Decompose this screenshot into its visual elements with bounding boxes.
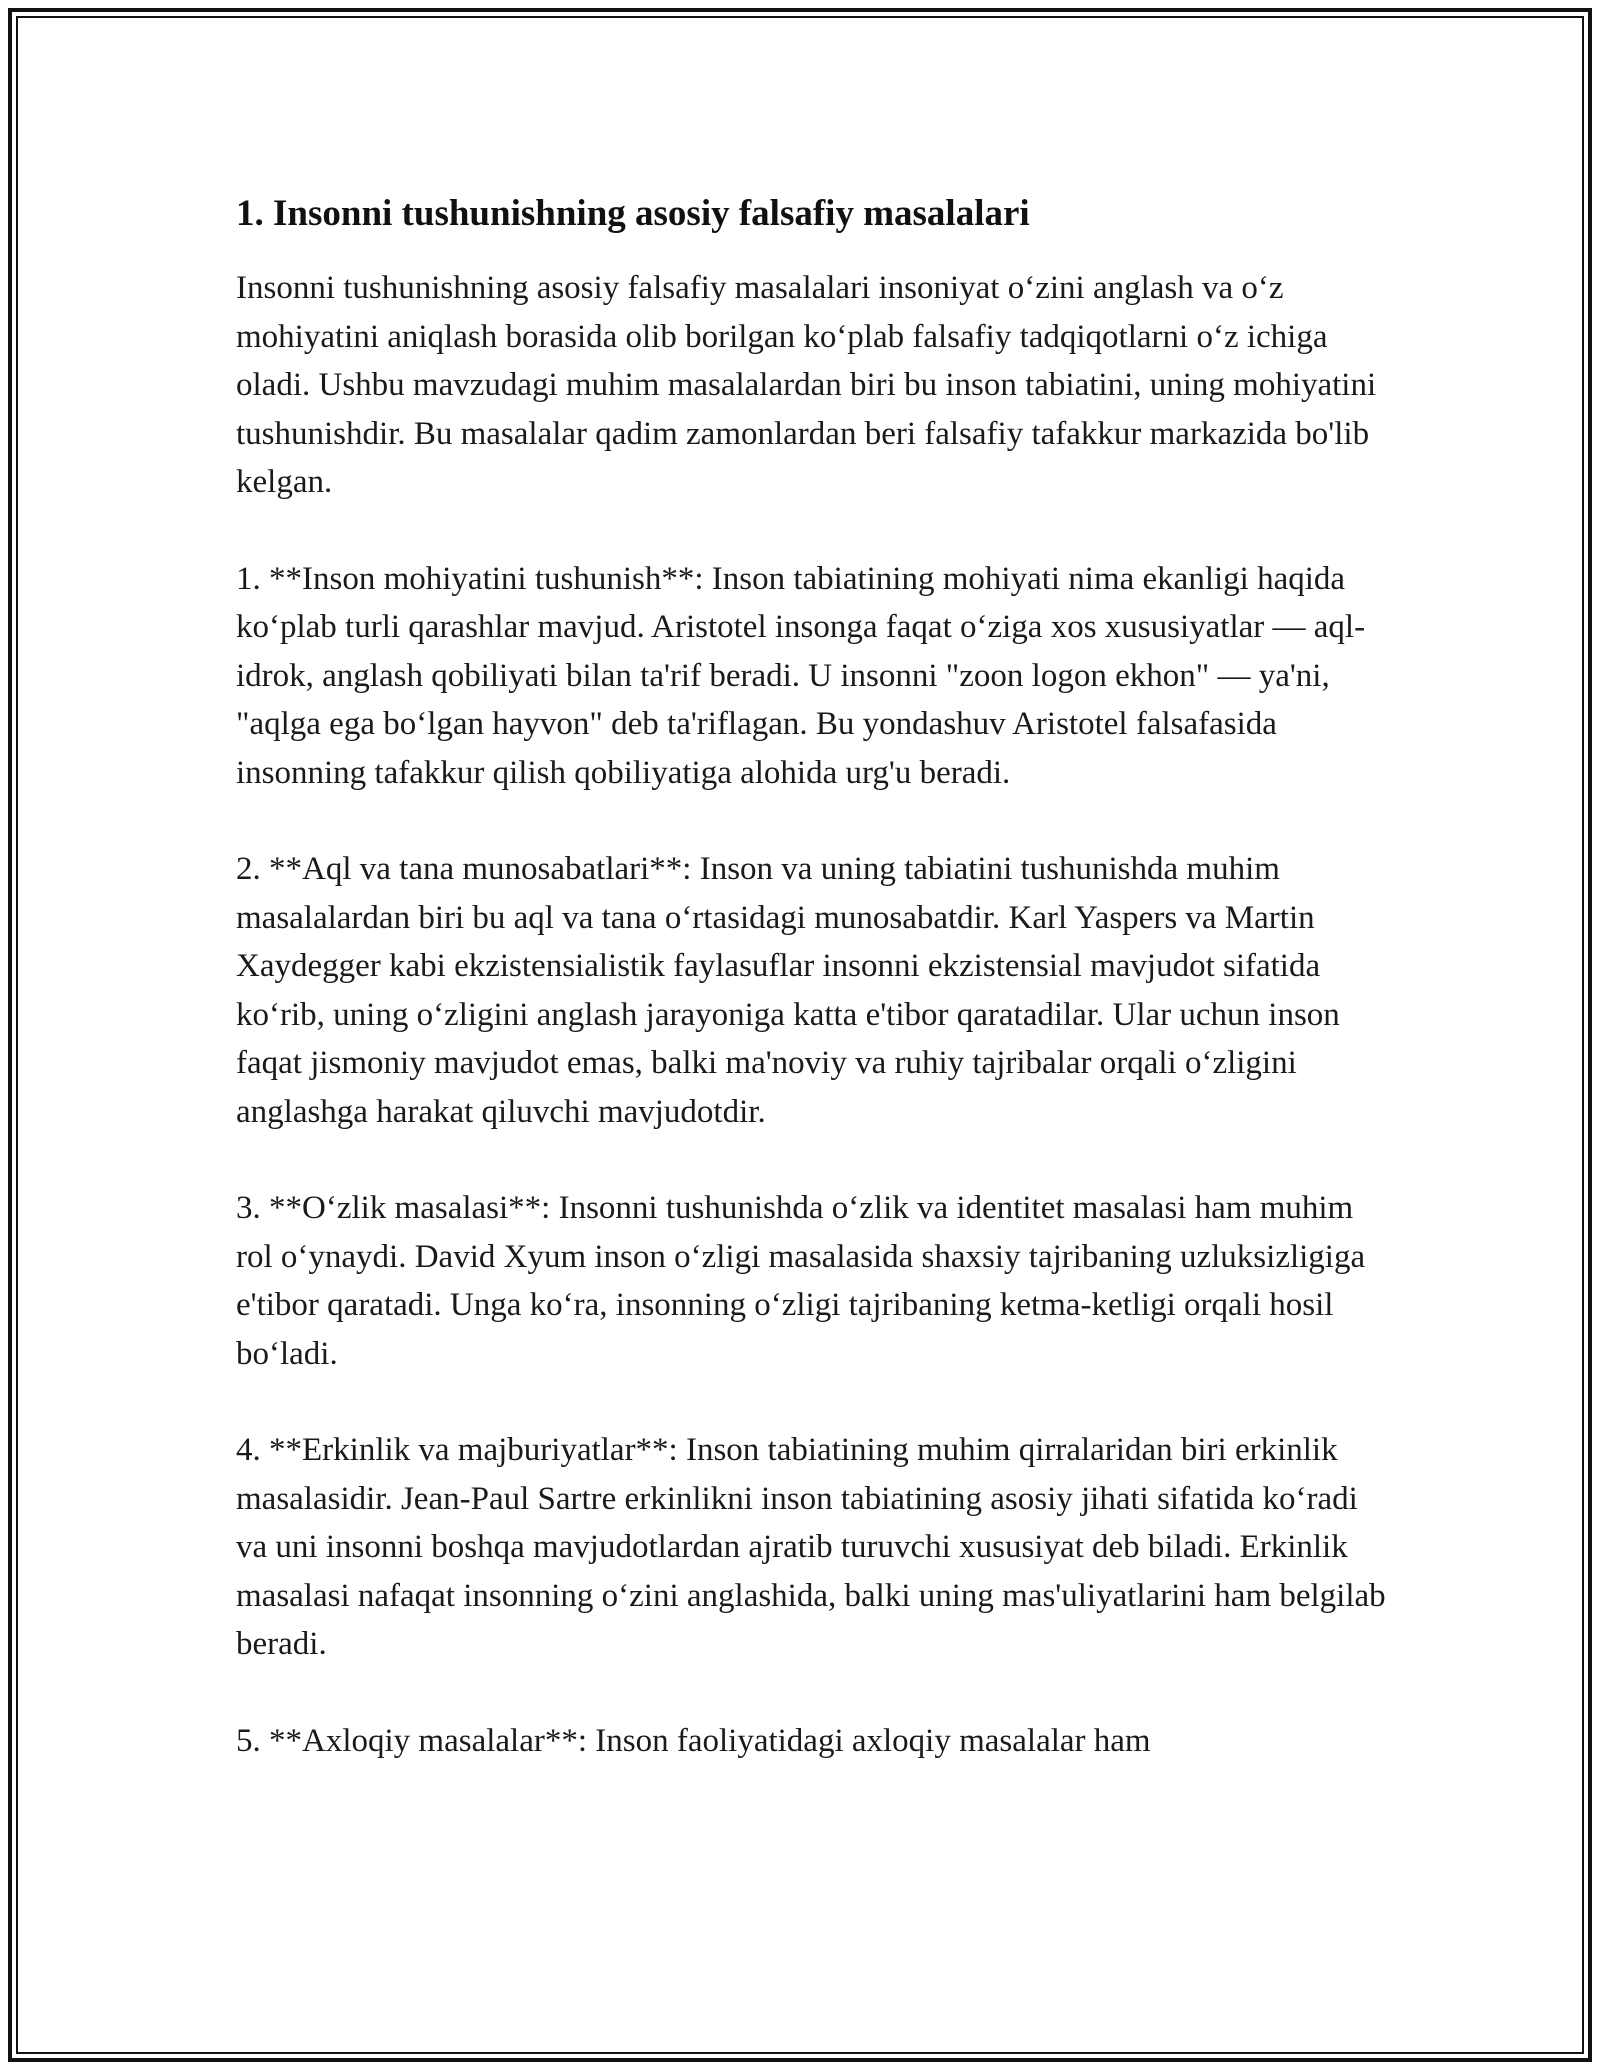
document-title: 1. Insonni tushunishning asosiy falsafiy masalalari bbox=[236, 193, 1030, 234]
paragraph-aql-va-tana: 2. **Aql va tana munosabatlari**: Inson va uning tabiatini tushunishda muhim masalalardan biri bu aql va tana o‘rtasidagi munosabatdir. Karl Yaspers va Martin Xaydegger kabi ekzistensialistik faylasuflar insonni ekzistensial mavjudot sifatida ko‘rib, uning o‘zligini anglash jarayoniga katta e'tibor qaratadilar. Ular uchun inson faqat jismoniy mavjudot emas, balki ma'noviy va ruhiy tajribalar orqali o‘zligini anglashga harakat qiluvchi mavjudotdir. bbox=[236, 851, 1340, 1130]
document-body bbox=[236, 186, 1386, 1813]
paragraph-axloqiy: 5. **Axloqiy masalalar**: Inson faoliyatidagi axloqiy masalalar ham bbox=[236, 1722, 1151, 1759]
paragraph-erkinlik: 4. **Erkinlik va majburiyatlar**: Inson tabiatining muhim qirralaridan biri erkinlik masalasidir. Jean-Paul Sartre erkinlikni inson tabiatining asosiy jihati sifatida ko‘radi va uni insonni boshqa mavjudotlardan ajratib turuvchi xususiyat deb biladi. Erkinlik masalasi nafaqat insonning o‘zini anglashida, balki uning mas'uliyatlarini ham belgilab beradi. bbox=[236, 1432, 1386, 1662]
intro-paragraph: Insonni tushunishning asosiy falsafiy masalalari insoniyat o‘zini anglash va o‘z mohiyatini aniqlash borasida olib borilgan ko‘plab falsafiy tadqiqotlarni o‘z ichiga oladi. Ushbu mavzudagi muhim masalalardan biri bu inson tabiatini, uning mohiyatini tushunishdir. Bu masalalar qadim zamonlardan beri falsafiy tafakkur markazida bo'lib kelgan. bbox=[236, 270, 1377, 500]
paragraph-ozlik: 3. **O‘zlik masalasi**: Insonni tushunishda o‘zlik va identitet masalasi ham muhim rol o‘ynaydi. David Xyum inson o‘zligi masalasida shaxsiy tajribaning uzluksizligiga e'tibor qaratadi. Unga ko‘ra, insonning o‘zligi tajribaning ketma-ketligi orqali hosil bo‘ladi. bbox=[236, 1190, 1366, 1372]
paragraph-inson-mohiyati: 1. **Inson mohiyatini tushunish**: Inson tabiatining mohiyati nima ekanligi haqida ko‘plab turli qarashlar mavjud. Aristotel insonga faqat o‘ziga xos xususiyatlar — aql-idrok, anglash qobiliyati bilan ta'rif beradi. U insonni "zoon logon ekhon" — ya'ni, "aqlga ega bo‘lgan hayvon" deb ta'riflagan. Bu yondashuv Aristotel falsafasida insonning tafakkur qilish qobiliyatiga alohida urg'u beradi. bbox=[236, 560, 1366, 791]
